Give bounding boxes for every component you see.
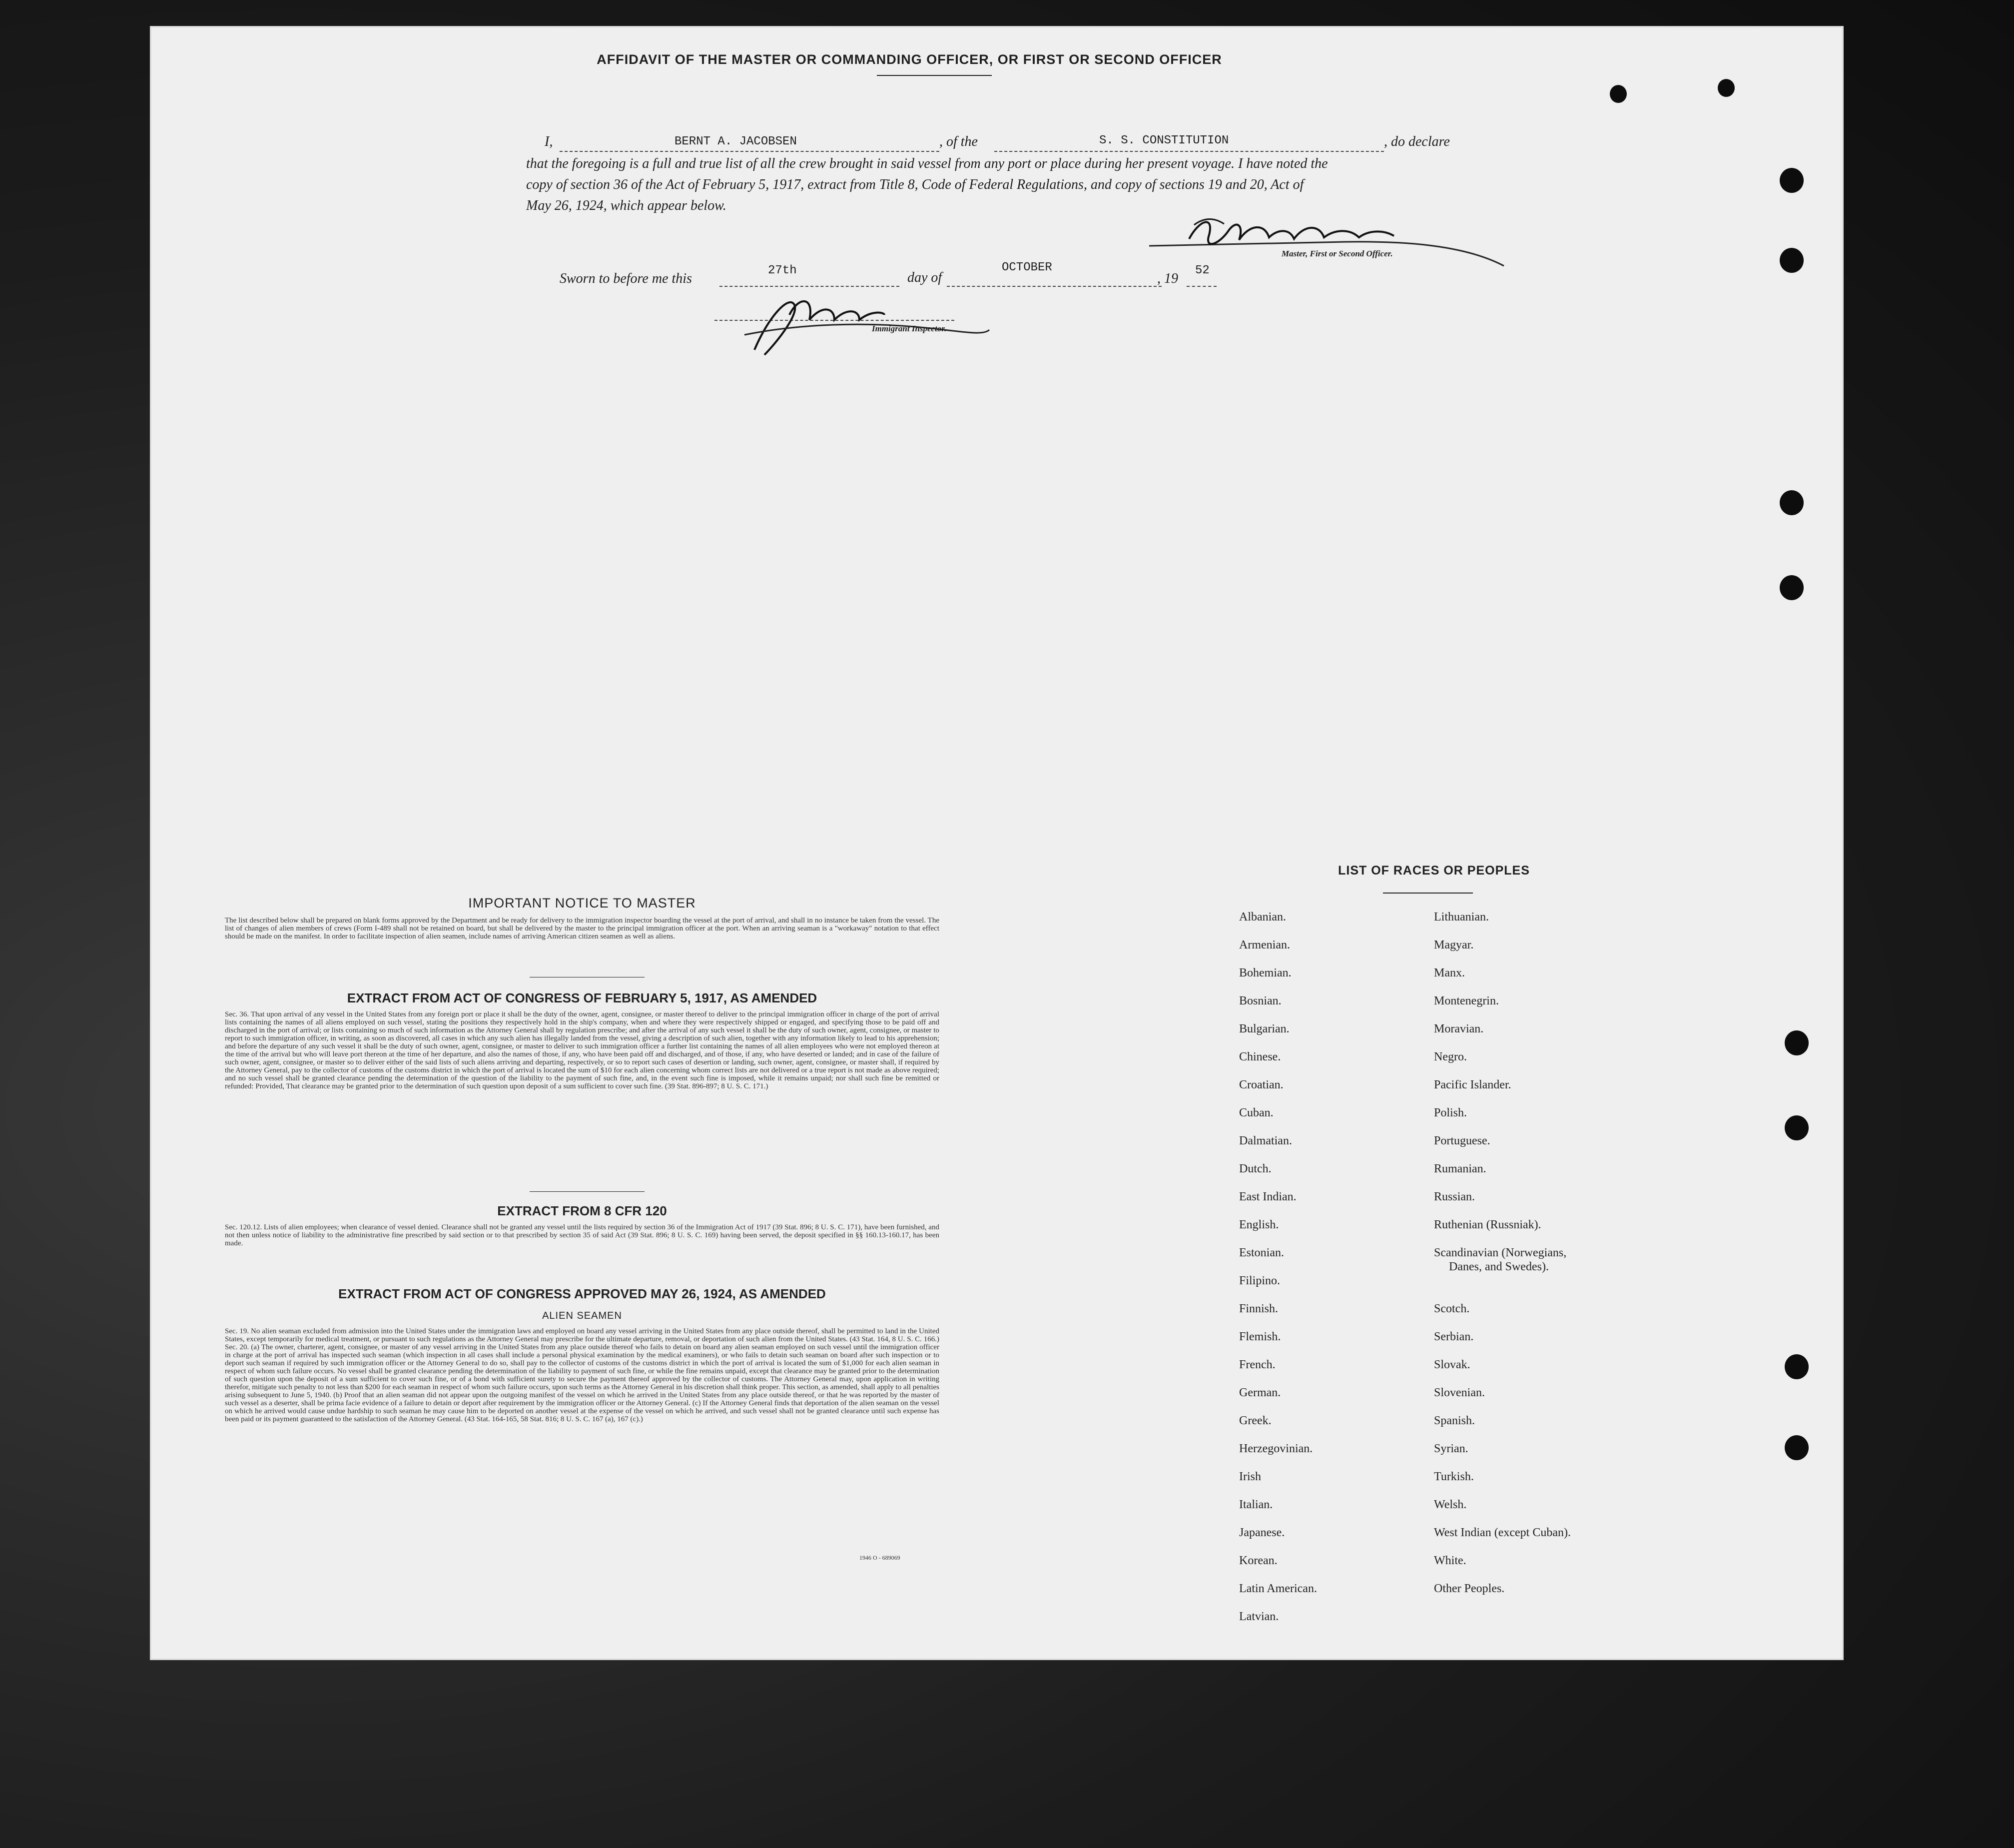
affidavit-line-3: copy of section 36 of the Act of February 5, 1917, extract from Title 8, Code of Federal Regulations, and copy of sections 19 and 20, Act of — [526, 177, 1304, 192]
race-item: Scotch. — [1434, 1302, 1470, 1315]
race-item: Spanish. — [1434, 1414, 1475, 1427]
race-item: Flemish. — [1239, 1330, 1281, 1343]
extract-1924-title: EXTRACT FROM ACT OF CONGRESS APPROVED MAY 26, 1924, AS AMENDED — [338, 1286, 826, 1301]
race-item: Irish — [1239, 1470, 1261, 1483]
race-item: Italian. — [1239, 1498, 1273, 1511]
race-item: Greek. — [1239, 1414, 1272, 1427]
punch-hole — [1785, 1435, 1809, 1460]
inspector-signature — [734, 285, 994, 360]
race-item: Polish. — [1434, 1106, 1467, 1119]
race-item: Latvian. — [1239, 1610, 1279, 1623]
race-item: Estonian. — [1239, 1246, 1284, 1259]
punch-hole — [1718, 79, 1735, 97]
punch-hole — [1785, 1354, 1809, 1379]
race-item: Welsh. — [1434, 1498, 1467, 1511]
punch-hole — [1785, 1115, 1809, 1140]
race-item: Cuban. — [1239, 1106, 1274, 1119]
race-item: Bosnian. — [1239, 994, 1282, 1007]
race-item: Negro. — [1434, 1050, 1467, 1063]
race-item: Magyar. — [1434, 938, 1474, 951]
extract-1917-body: Sec. 36. That upon arrival of any vessel in the United States from any foreign port or place it shall be the duty of the owner, agent, consignee, or master thereof to deliver to the principal immigration officer in charge of the port of arrival lists containing the names of all aliens employed on such vessel, stating the positions they respectively hold in the ship's company, when and where they were respectively shipped or engaged, and specifying those to be paid off and discharged in the port of arrival; or lists containing so much of such information as the Attorney General shall by regulation prescribe; and after the arrival of any such vessel it shall be the duty of such owner, agent, consignee, or master to report to such immigration officer, in writing, as soon as discovered, all cases in which any such alien has illegally landed from the vessel, giving a description of such alien, together with any information likely to lead to his apprehension; and before the departure of any such vessel it shall be the duty of such owner, agent, consignee, or master to deliver to such immigration officer a further list containing the names of all alien employees who were not employed thereon at the time of the arrival but who will leave port thereon at the time of her departure, and also the names of those, if any, who have been paid off and discharged, and of those, if any, who have deserted or landed; and in case of the failure of such owner, agent, consignee, or master so to deliver either of the said lists of such aliens arriving and departing, respectively, or so to report such cases of desertion or landing, such owner, agent, consignee, or master shall, if required by the Attorney General, pay to the collector of customs of the customs district in which the port of arrival is located the sum of $10 for each alien concerning whom correct lists are not delivered or a true report is not made as above required; and no such vessel shall be granted clearance pending the determination of the question of the liability to the payment of such fine, and, in the event such fine is imposed, while it remains unpaid; nor shall such fine be remitted or refunded: Provided, That clearance may be granted prior to the determination of such question upon deposit of a sum sufficient to cover such fine. (39 Stat. 896-897; 8 U. S. C. 171.) — [225, 1010, 939, 1090]
races-title: LIST OF RACES OR PEOPLES — [1338, 864, 1530, 878]
sworn-year-line — [1187, 286, 1217, 287]
punch-hole — [1610, 85, 1627, 103]
punch-hole — [1780, 168, 1804, 193]
race-item: Filipino. — [1239, 1274, 1281, 1287]
race-item: Armenian. — [1239, 938, 1290, 951]
race-item: English. — [1239, 1218, 1279, 1231]
race-item: Other Peoples. — [1434, 1582, 1505, 1595]
extract-1924-body: Sec. 19. No alien seaman excluded from admission into the United States under the immigration laws and employed on board any vessel arriving in the United States from any place outside thereof, shall be permitted to land in the United States, except temporarily for medical treatment, or pursuant to such regulations as the Attorney General may prescribe for the ultimate departure, removal, or deportation of such alien from the United States. (43 Stat. 164, 8 U. S. C. 166.) Sec. 20. (a) The owner, charterer, agent, consignee, or master of any vessel arriving in the United States from any place outside thereof who fails to detain on board any alien seaman employed on such vessel until the immigration officer in charge at the port of arrival has inspected such seaman (which inspection in all cases shall include a personal physical examination by the medical examiners), or who fails to detain such seaman on board after such inspection or to deport such seaman if required by such immigration officer or the Attorney General to do so, shall pay to the collector of customs of the customs district in which the port of arrival is located the sum of $1,000 for each alien seaman in respect of whom such failure occurs. No vessel shall be granted clearance pending the determination of the liability to payment of such fine, or while the fine remains unpaid, except that clearance may be granted prior to the determination of such question upon the deposit of a sum sufficient to cover such fine, or of a bond with sufficient surety to secure the payment thereof approved by the collector of customs. The Attorney General may, upon application in writing therefor, mitigate such penalty to not less than $200 for each seaman in respect of whom such failure occurs, upon such terms as the Attorney General in his discretion shall think proper. This section, as amended, shall apply to all penalties arising subsequent to June 5, 1940. (b) Proof that an alien seaman did not appear upon the outgoing manifest of the vessel on which he arrived in the United States from any place outside thereof, or that he was reported by the master of such vessel as a deserter, shall be prima facie evidence of a failure to detain or deport after requirement by the immigration officer or the Attorney General. (c) If the Attorney General finds that deportation of the alien seaman on the vessel on which he arrived would cause undue hardship to such seaman he may cause him to be deported on another vessel at the expense of the vessel on which he arrived, and such vessel shall not be granted clearance until such expense has been paid or its payment guaranteed to the satisfaction of the Attorney General. (43 Stat. 164-165, 58 Stat. 816; 8 U. S. C. 167 (a), 167 (c).) — [225, 1327, 939, 1423]
race-item: Montenegrin. — [1434, 994, 1499, 1007]
races-title-underline — [1383, 893, 1473, 894]
inspector-caption: Immigrant Inspector. — [872, 324, 947, 333]
race-item: Slovak. — [1434, 1358, 1470, 1371]
notice-title: IMPORTANT NOTICE TO MASTER — [468, 896, 696, 911]
race-item: Serbian. — [1434, 1330, 1474, 1343]
race-item: Moravian. — [1434, 1022, 1484, 1035]
extract-1917-divider — [530, 1191, 645, 1192]
affidavit-title: AFFIDAVIT OF THE MASTER OR COMMANDING OFFICER, OR FIRST OR SECOND OFFICER — [597, 52, 1222, 67]
race-item: Finnish. — [1239, 1302, 1279, 1315]
race-item: White. — [1434, 1554, 1466, 1567]
extract-1924-subtitle: ALIEN SEAMEN — [542, 1310, 622, 1321]
race-item: Scandinavian (Norwegians, — [1434, 1246, 1567, 1259]
race-item: Turkish. — [1434, 1470, 1474, 1483]
race-item: Croatian. — [1239, 1078, 1284, 1091]
sworn-year-value: 52 — [1195, 264, 1210, 277]
punch-hole — [1780, 248, 1804, 273]
punch-hole — [1780, 575, 1804, 600]
race-item: Japanese. — [1239, 1526, 1285, 1539]
title-underline — [877, 75, 992, 76]
race-item: Lithuanian. — [1434, 911, 1489, 924]
affidavit-line-2: that the foregoing is a full and true list of all the crew brought in said vessel from any port or place during her present voyage. I have noted the — [526, 156, 1328, 171]
notice-body: The list described below shall be prepared on blank forms approved by the Department and be ready for delivery to the immigration inspector boarding the vessel at the port of arrival, and shall in no instance be taken from the vessel. The list of changes of alien members of crews (Form I-489 shall not be retained on board, but shall be delivered by the master to the principal immigration officer at the port. When an arriving seaman is a "workaway" notation to that effect should be made on the manifest. In order to facilitate inspection of alien seamen, include names of arriving American citizen seamen as well as aliens. — [225, 917, 939, 940]
race-item: Ruthenian (Russniak). — [1434, 1218, 1541, 1231]
print-code: 1946 O - 689069 — [859, 1554, 900, 1561]
of-the-label: , of the — [939, 134, 978, 149]
do-declare-label: , do declare — [1384, 134, 1450, 149]
race-item: Rumanian. — [1434, 1162, 1486, 1175]
extract-cfr-title: EXTRACT FROM 8 CFR 120 — [497, 1203, 667, 1218]
master-name-value: BERNT A. JACOBSEN — [674, 135, 797, 148]
race-item: Manx. — [1434, 966, 1465, 979]
race-item: Chinese. — [1239, 1050, 1281, 1063]
race-item: Herzegovinian. — [1239, 1442, 1313, 1455]
vessel-line — [994, 151, 1384, 152]
race-item: Dutch. — [1239, 1162, 1272, 1175]
race-item: Pacific Islander. — [1434, 1078, 1511, 1091]
race-item: Bohemian. — [1239, 966, 1292, 979]
sworn-label: Sworn to before me this — [560, 271, 692, 286]
race-item: Bulgarian. — [1239, 1022, 1290, 1035]
master-name-line — [560, 151, 939, 152]
race-item: Syrian. — [1434, 1442, 1468, 1455]
race-item: Portuguese. — [1434, 1134, 1490, 1147]
master-caption: Master, First or Second Officer. — [1282, 249, 1393, 258]
extract-1917-title: EXTRACT FROM ACT OF CONGRESS OF FEBRUARY 5, 1917, AS AMENDED — [347, 990, 817, 1005]
sworn-month-value: OCTOBER — [1002, 261, 1052, 274]
sworn-day-value: 27th — [768, 264, 797, 277]
vessel-value: S. S. CONSTITUTION — [1099, 134, 1229, 147]
race-item: East Indian. — [1239, 1190, 1297, 1203]
race-item: West Indian (except Cuban). — [1434, 1526, 1571, 1539]
day-of-label: day of — [907, 270, 942, 285]
extract-cfr-body: Sec. 120.12. Lists of alien employees; when clearance of vessel denied. Clearance shall not be granted any vessel until the lists required by section 36 of the Immigration Act of 1917 (39 Stat. 896; 8 U. S. C. 171), have been furnished, and not then unless notice of liability to the administrative fine prescribed by said section or to that prescribed by section 35 of said Act (39 Stat. 896; 8 U. S. C. 169) having been served, the deposit specified in §§ 160.13-160.17, has been made. — [225, 1223, 939, 1247]
race-item: Slovenian. — [1434, 1386, 1485, 1399]
affidavit-i-label: I, — [545, 134, 553, 149]
race-item: Dalmatian. — [1239, 1134, 1292, 1147]
affidavit-line-4: May 26, 1924, which appear below. — [526, 198, 726, 213]
punch-hole — [1780, 490, 1804, 515]
master-signature — [1144, 210, 1514, 270]
race-item: French. — [1239, 1358, 1276, 1371]
race-item: Korean. — [1239, 1554, 1278, 1567]
race-item: Albanian. — [1239, 911, 1286, 924]
race-item: Latin American. — [1239, 1582, 1317, 1595]
punch-hole — [1785, 1030, 1809, 1055]
race-item: Danes, and Swedes). — [1449, 1260, 1549, 1273]
race-item: German. — [1239, 1386, 1281, 1399]
race-item: Russian. — [1434, 1190, 1475, 1203]
year-prefix-label: , 19 — [1157, 271, 1178, 286]
